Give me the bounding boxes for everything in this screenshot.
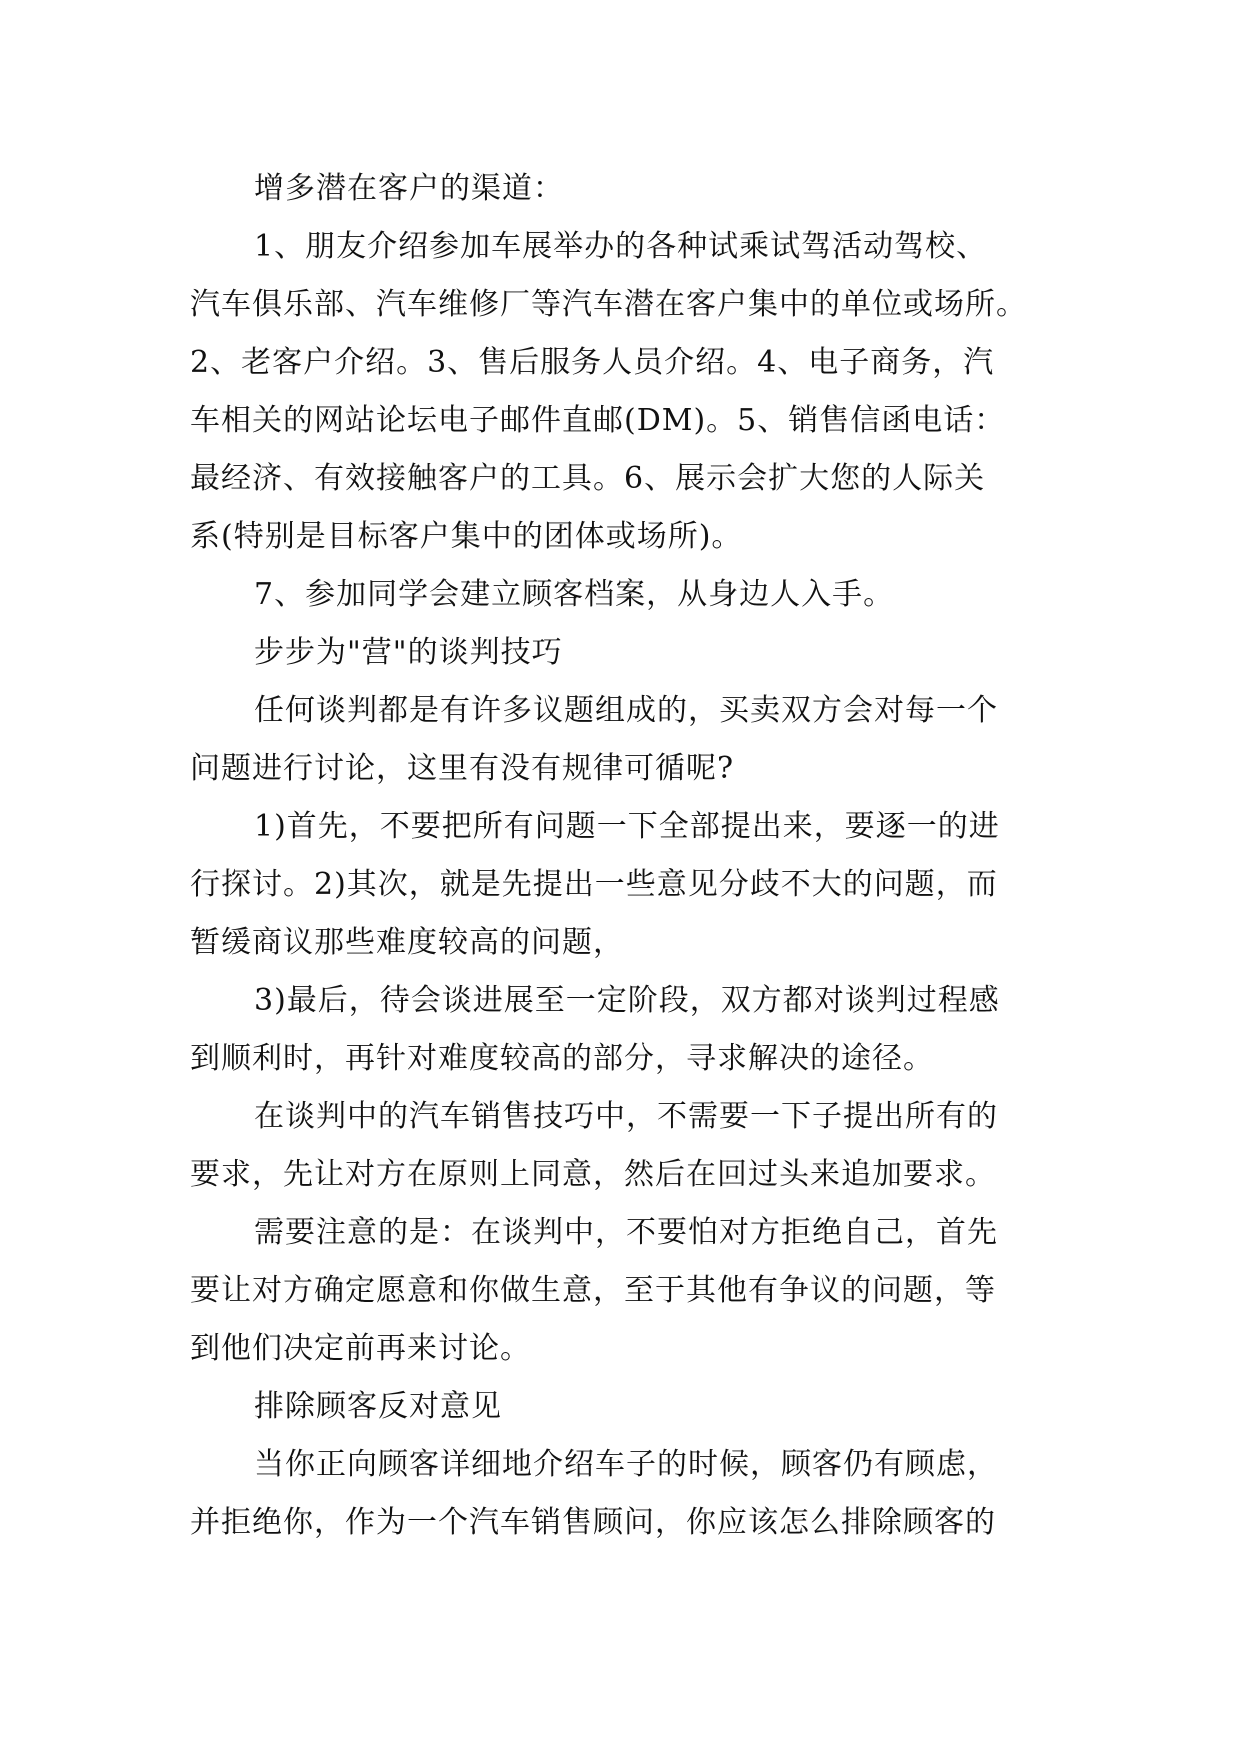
text-line: 并拒绝你，作为一个汽车销售顾问，你应该怎么排除顾客的: [190, 1505, 996, 1540]
text-line: 系(特别是目标客户集中的团体或场所)。: [190, 519, 743, 554]
document-body: [190, 160, 1095, 1552]
text-line: 到顺利时，再针对难度较高的部分，寻求解决的途径。: [190, 1041, 934, 1076]
text-line: 要让对方确定愿意和你做生意，至于其他有争议的问题，等: [190, 1273, 996, 1308]
text-line: 在谈判中的汽车销售技巧中，不需要一下子提出所有的: [254, 1099, 998, 1134]
text-line: 排除顾客反对意见: [254, 1389, 502, 1424]
text-line: 需要注意的是：在谈判中，不要怕对方拒绝自己，首先: [254, 1215, 998, 1250]
text-line: 1)首先，不要把所有问题一下全部提出来，要逐一的进: [254, 809, 1000, 844]
text-line: 增多潜在客户的渠道：: [254, 171, 564, 206]
text-line: 任何谈判都是有许多议题组成的，买卖双方会对每一个: [254, 693, 998, 728]
text-line: 汽车俱乐部、汽车维修厂等汽车潜在客户集中的单位或场所。: [190, 287, 1027, 322]
text-line: 车相关的网站论坛电子邮件直邮(DM)。5、销售信函电话：: [190, 403, 1006, 438]
text-line: 问题进行讨论，这里有没有规律可循呢?: [190, 751, 735, 786]
text-line: 行探讨。2)其次，就是先提出一些意见分歧不大的问题，而: [190, 867, 998, 902]
text-line: 到他们决定前再来讨论。: [190, 1331, 531, 1366]
text-line: 要求，先让对方在原则上同意，然后在回过头来追加要求。: [190, 1157, 996, 1192]
text-line: 暂缓商议那些难度较高的问题，: [190, 925, 624, 960]
text-line: 当你正向顾客详细地介绍车子的时候，顾客仍有顾虑，: [254, 1447, 998, 1482]
text-line: 步步为"营"的谈判技巧: [254, 635, 563, 670]
text-line: 1、朋友介绍参加车展举办的各种试乘试驾活动驾校、: [254, 229, 988, 264]
text-line: 7、参加同学会建立顾客档案，从身边人入手。: [254, 577, 895, 612]
text-line: 3)最后，待会谈进展至一定阶段，双方都对谈判过程感: [254, 983, 1000, 1018]
text-line: 最经济、有效接触客户的工具。6、展示会扩大您的人际关: [190, 461, 986, 496]
text-line: 2、老客户介绍。3、售后服务人员介绍。4、电子商务，汽: [190, 345, 995, 380]
